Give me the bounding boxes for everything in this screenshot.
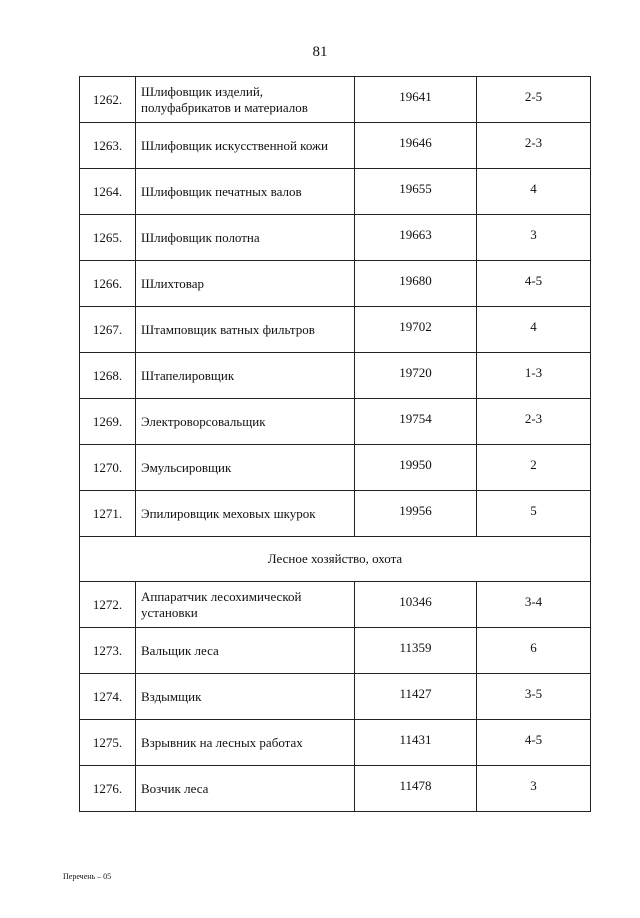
table-row (80, 261, 591, 307)
table-row (80, 215, 591, 261)
profession-code-text: 19655 (399, 180, 432, 196)
category-range (477, 628, 591, 674)
section-title: Лесное хозяйство, охота (80, 537, 591, 582)
row-number: 1264. (80, 169, 136, 215)
profession-code (355, 720, 477, 766)
profession-code-text: 19950 (399, 456, 432, 472)
profession-name: Шлифовщик печатных валов (136, 169, 355, 215)
profession-code-text: 19702 (399, 318, 432, 334)
profession-name: Шлифовщик изделий, полуфабрикатов и материалов (136, 77, 355, 123)
row-number: 1268. (80, 353, 136, 399)
category-range-text: 3 (530, 226, 537, 242)
rows-a (80, 77, 591, 537)
profession-code (355, 123, 477, 169)
category-range (477, 307, 591, 353)
rows-b (80, 582, 591, 812)
table-row (80, 720, 591, 766)
category-range-text: 4-5 (524, 272, 543, 288)
profession-name: Эпилировщик меховых шкурок (136, 491, 355, 537)
profession-code-text: 19663 (399, 226, 432, 242)
profession-code (355, 307, 477, 353)
category-range (477, 77, 591, 123)
profession-code (355, 445, 477, 491)
category-range (477, 123, 591, 169)
category-range-text: 3-4 (524, 593, 543, 609)
category-range (477, 399, 591, 445)
table-row (80, 353, 591, 399)
row-number: 1276. (80, 766, 136, 812)
category-range-text: 5 (530, 502, 537, 518)
table-row (80, 582, 591, 628)
category-range-text: 3-5 (524, 685, 543, 701)
profession-name: Шлифовщик полотна (136, 215, 355, 261)
row-number: 1272. (80, 582, 136, 628)
table-row (80, 77, 591, 123)
table-row (80, 399, 591, 445)
category-range (477, 491, 591, 537)
profession-code-text: 11359 (399, 639, 432, 655)
profession-name: Аппаратчик лесохимической установки (136, 582, 355, 628)
category-range (477, 261, 591, 307)
category-range-text: 2-3 (524, 410, 543, 426)
profession-name: Вальщик леса (136, 628, 355, 674)
category-range-text: 2-3 (524, 134, 543, 150)
profession-code-text: 19646 (399, 134, 432, 150)
category-range-text: 4 (530, 318, 537, 334)
category-range-text: 2-5 (524, 88, 543, 104)
row-number: 1265. (80, 215, 136, 261)
profession-name: Вздымщик (136, 674, 355, 720)
table-row (80, 123, 591, 169)
row-number: 1262. (80, 77, 136, 123)
table-row (80, 628, 591, 674)
profession-code (355, 261, 477, 307)
profession-name: Штапелировщик (136, 353, 355, 399)
row-number: 1274. (80, 674, 136, 720)
profession-code-text: 19720 (399, 364, 432, 380)
profession-code-text: 11478 (399, 777, 432, 793)
row-number: 1266. (80, 261, 136, 307)
table-row (80, 491, 591, 537)
category-range (477, 169, 591, 215)
table-row (80, 169, 591, 215)
profession-code (355, 766, 477, 812)
table-row (80, 445, 591, 491)
row-number: 1270. (80, 445, 136, 491)
profession-code (355, 674, 477, 720)
category-range-text: 6 (530, 639, 537, 655)
profession-name: Штамповщик ватных фильтров (136, 307, 355, 353)
profession-name: Взрывник на лесных работах (136, 720, 355, 766)
table-row (80, 307, 591, 353)
profession-code (355, 582, 477, 628)
category-range-text: 4-5 (524, 731, 543, 747)
professions-table (79, 76, 591, 812)
category-range (477, 720, 591, 766)
category-range (477, 766, 591, 812)
profession-code-text: 10346 (399, 593, 432, 609)
footer-label: Перечень – 05 (63, 872, 112, 881)
profession-name: Возчик леса (136, 766, 355, 812)
category-range (477, 445, 591, 491)
profession-code (355, 353, 477, 399)
profession-code-text: 19680 (399, 272, 432, 288)
row-number: 1273. (80, 628, 136, 674)
table-row (80, 674, 591, 720)
row-number: 1263. (80, 123, 136, 169)
profession-code (355, 628, 477, 674)
profession-code (355, 491, 477, 537)
table-row (80, 766, 591, 812)
row-number: 1269. (80, 399, 136, 445)
profession-name: Шлихтовар (136, 261, 355, 307)
profession-code (355, 399, 477, 445)
row-number: 1271. (80, 491, 136, 537)
category-range (477, 353, 591, 399)
profession-code (355, 215, 477, 261)
section-header-row (80, 537, 591, 582)
page-number: 81 (312, 44, 328, 60)
category-range (477, 674, 591, 720)
row-number: 1267. (80, 307, 136, 353)
profession-code-text: 11431 (399, 731, 432, 747)
category-range-text: 3 (530, 777, 537, 793)
row-number: 1275. (80, 720, 136, 766)
category-range-text: 1-3 (524, 364, 543, 380)
category-range (477, 215, 591, 261)
profession-name: Электроворсовальщик (136, 399, 355, 445)
category-range-text: 2 (530, 456, 537, 472)
profession-code-text: 19754 (399, 410, 432, 426)
profession-code (355, 77, 477, 123)
profession-code-text: 19641 (399, 88, 432, 104)
profession-code (355, 169, 477, 215)
category-range-text: 4 (530, 180, 537, 196)
profession-name: Шлифовщик искусственной кожи (136, 123, 355, 169)
category-range (477, 582, 591, 628)
profession-name: Эмульсировщик (136, 445, 355, 491)
profession-code-text: 11427 (399, 685, 432, 701)
profession-code-text: 19956 (399, 502, 432, 518)
